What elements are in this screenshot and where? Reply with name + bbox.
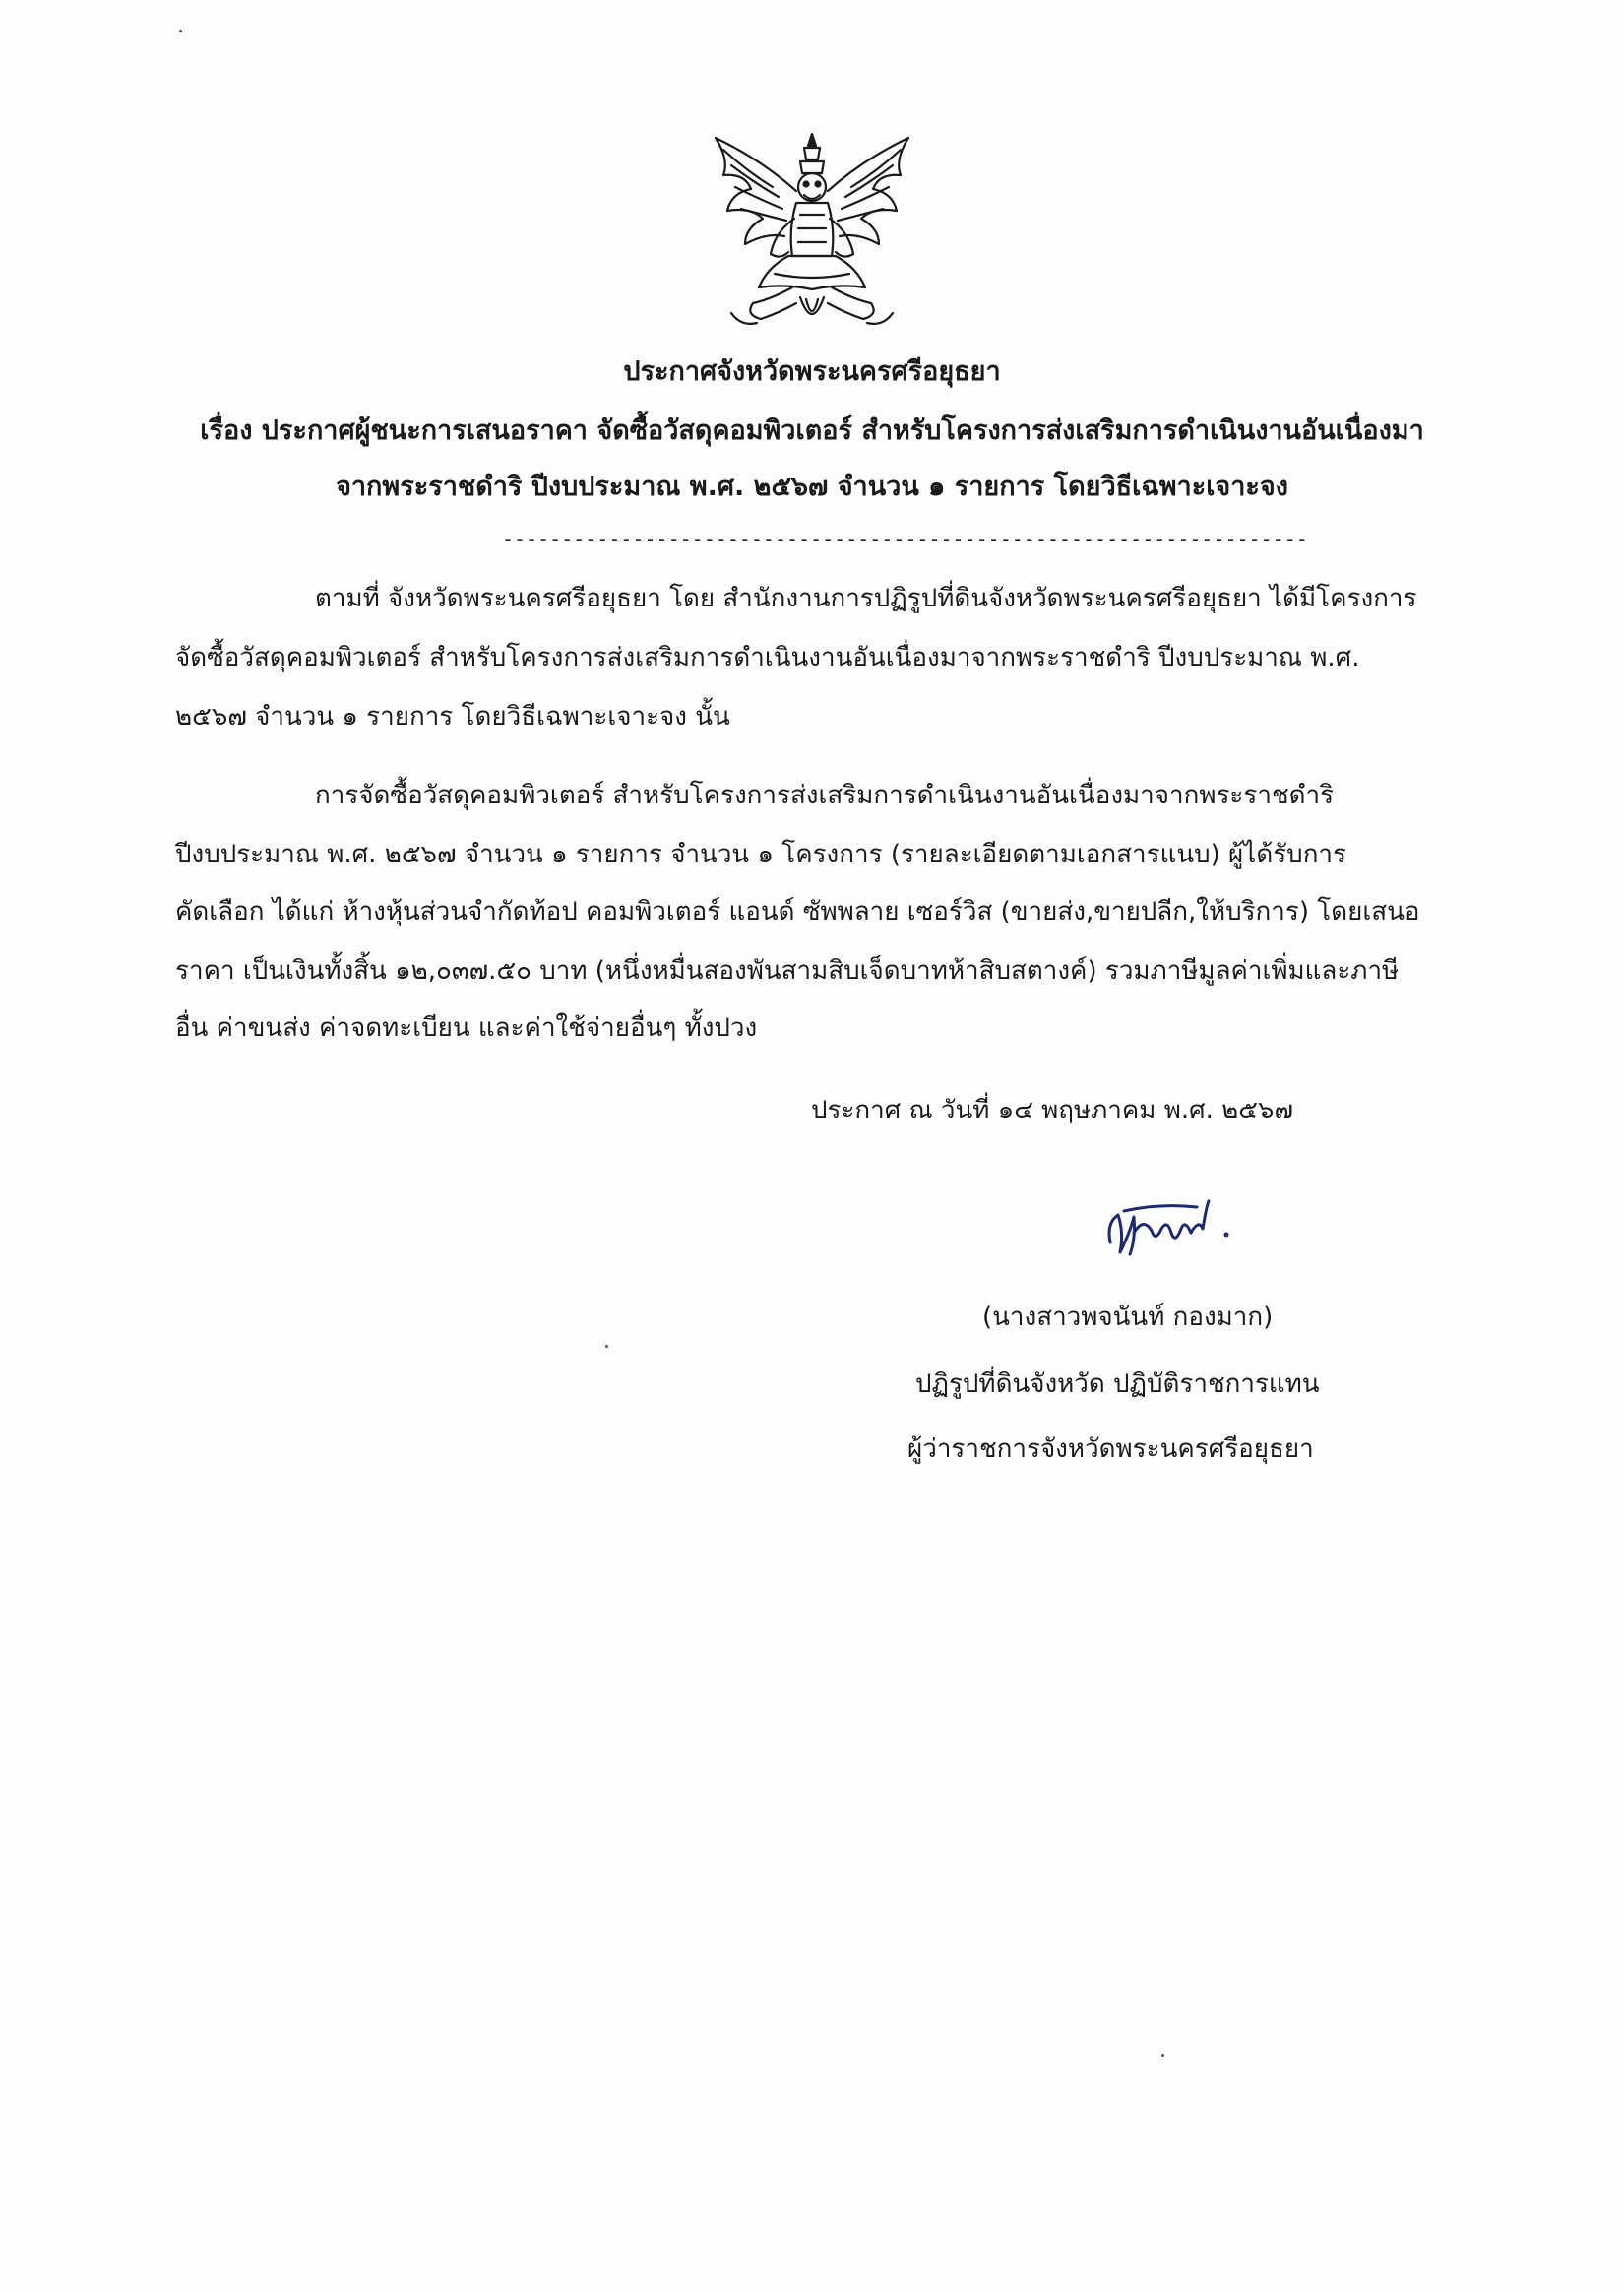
para1-line-1: ตามที่ จังหวัดพระนครศรีอยุธยา โดย สำนักงานการปฏิรูปที่ดินจังหวัดพระนครศรีอยุธยา ได้มีโครงการ [315,584,1417,613]
subject-line-2: จากพระราชดำริ ปีงบประมาณ พ.ศ. ๒๕๖๗ จำนวน ๑ รายการ โดยวิธีเฉพาะเจาะจง [336,472,1288,502]
para2-line-4: ราคา เป็นเงินทั้งสิ้น ๑๒,๐๓๗.๕๐ บาท (หนึ่งหมื่นสองพันสามสิบเจ็ดบาทห้าสิบสตางค์) รวมภาษีมูลค่าเพิ่มและภาษี [175,956,1400,986]
announcement-date: ประกาศ ณ วันที่ ๑๔ พฤษภาคม พ.ศ. ๒๕๖๗ [811,1096,1294,1125]
handwritten-signature [1100,1193,1238,1272]
scan-speck [179,30,182,32]
para2-line-5: อื่น ค่าขนส่ง ค่าจดทะเบียน และค่าใช้จ่ายอื่นๆ ทั้งปวง [175,1013,758,1043]
scan-speck [605,1345,608,1348]
garuda-emblem [702,130,922,335]
announcement-title: ประกาศจังหวัดพระนครศรีอยุธยา [623,356,1001,387]
subject-line-1: เรื่อง ประกาศผู้ชนะการเสนอราคา จัดซื้อวัสดุคอมพิวเตอร์ สำหรับโครงการส่งเสริมการดำเนินงานอันเนื่องมา [200,415,1424,446]
signatory-position-2: ผู้ว่าราชการจังหวัดพระนครศรีอยุธยา [907,1434,1314,1464]
para2-line-2: ปีงบประมาณ พ.ศ. ๒๕๖๗ จำนวน ๑ รายการ จำนวน ๑ โครงการ (รายละเอียดตามเอกสารแนบ) ผู้ได้รับการ [175,840,1346,869]
scan-speck [1161,2054,1164,2057]
para2-line-3: คัดเลือก ได้แก่ ห้างหุ้นส่วนจำกัดท้อป คอมพิวเตอร์ แอนด์ ซัพพลาย เซอร์วิส (ขายส่ง,ขายปลีก,ให้บริการ) โดยเสนอ [175,897,1420,926]
para1-line-3: ๒๕๖๗ จำนวน ๑ รายการ โดยวิธีเฉพาะเจาะจง นั้น [175,702,730,732]
signatory-position-1: ปฏิรูปที่ดินจังหวัด ปฏิบัติราชการแทน [915,1369,1320,1399]
signatory-name: (นางสาวพจนันท์ กองมาก) [982,1303,1274,1332]
para1-line-2: จัดซื้อวัสดุคอมพิวเตอร์ สำหรับโครงการส่งเสริมการดำเนินงานอันเนื่องมาจากพระราชดำริ ปีงบประมาณ พ.ศ. [175,643,1360,672]
separator-line: -------------------------------------------------------------------- [502,527,1308,550]
para2-line-1: การจัดซื้อวัสดุคอมพิวเตอร์ สำหรับโครงการส่งเสริมการดำเนินงานอันเนื่องมาจากพระราชดำริ [315,781,1335,810]
